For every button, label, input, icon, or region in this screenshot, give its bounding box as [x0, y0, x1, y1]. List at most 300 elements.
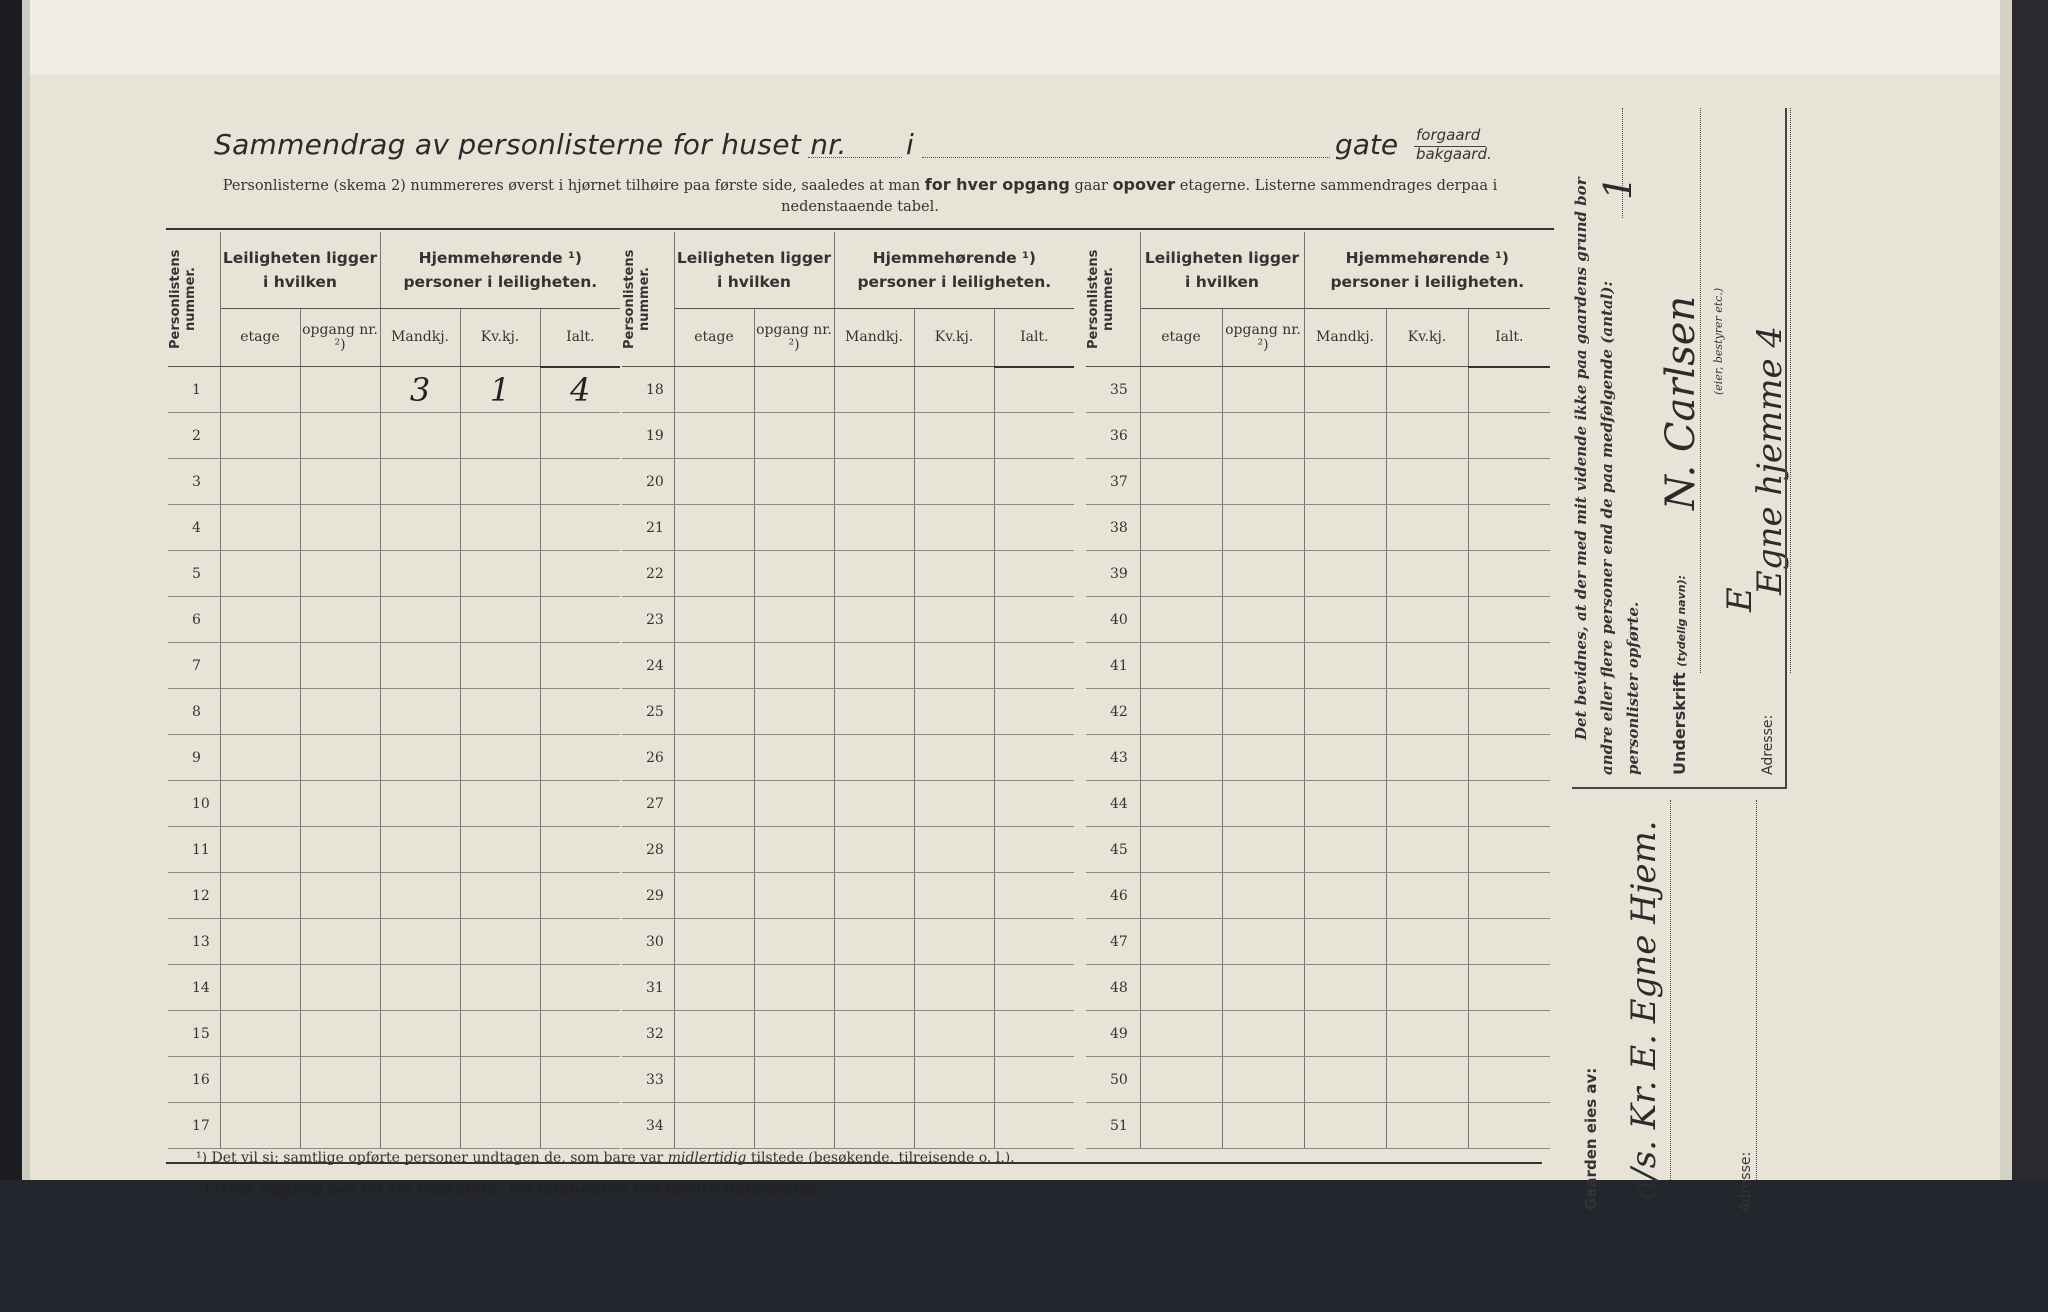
cell-ialt — [1468, 459, 1550, 505]
cell-ialt — [1468, 735, 1550, 781]
cell-ialt — [994, 643, 1074, 689]
table-row — [622, 551, 1074, 597]
row-number: 34 — [622, 1103, 674, 1149]
cell-kvkj — [1386, 505, 1468, 551]
row-number: 38 — [1086, 505, 1140, 551]
house-number-field — [808, 157, 902, 158]
cell-opgang — [1222, 735, 1304, 781]
row-number: 24 — [622, 643, 674, 689]
cell-ialt — [540, 689, 620, 735]
paper-top-band — [22, 0, 2012, 75]
cell-opgang — [300, 597, 380, 643]
cell-mandkj — [1304, 919, 1386, 965]
handwritten-mandkj: 3 — [380, 367, 460, 413]
cell-ialt — [994, 827, 1074, 873]
footnote-1-italic: midlertidig — [667, 1150, 747, 1166]
cell-etage — [674, 413, 754, 459]
header-mandkj: Mandkj. — [1304, 309, 1386, 367]
cell-mandkj — [380, 597, 460, 643]
cell-ialt — [994, 873, 1074, 919]
cell-mandkj — [380, 827, 460, 873]
cell-etage — [674, 781, 754, 827]
cell-kvkj — [914, 413, 994, 459]
cell-mandkj — [834, 597, 914, 643]
cell-etage — [1140, 873, 1222, 919]
table-row — [168, 873, 620, 919]
cell-mandkj — [834, 873, 914, 919]
cell-mandkj — [1304, 735, 1386, 781]
cell-etage — [1140, 413, 1222, 459]
table-row — [168, 597, 620, 643]
row-number: 29 — [622, 873, 674, 919]
cell-kvkj — [914, 505, 994, 551]
cell-etage — [674, 597, 754, 643]
cell-ialt — [994, 597, 1074, 643]
row-number: 48 — [1086, 965, 1140, 1011]
cell-mandkj — [834, 505, 914, 551]
table-row — [622, 1011, 1074, 1057]
cell-ialt — [540, 643, 620, 689]
cell-ialt — [540, 1011, 620, 1057]
cell-mandkj — [834, 1057, 914, 1103]
signature-handwritten: N. Carlsen — [1658, 295, 1704, 510]
cell-etage — [674, 965, 754, 1011]
cell-mandkj — [1304, 367, 1386, 413]
cell-etage — [674, 551, 754, 597]
bakgaard-label: bakgaard. — [1416, 145, 1492, 163]
row-number: 32 — [622, 1011, 674, 1057]
cell-ialt — [1468, 1011, 1550, 1057]
cell-ialt — [1468, 551, 1550, 597]
cell-mandkj — [1304, 1011, 1386, 1057]
cell-ialt — [1468, 1057, 1550, 1103]
cell-ialt — [540, 827, 620, 873]
table-row — [168, 643, 620, 689]
row-number: 9 — [168, 735, 220, 781]
cell-opgang — [300, 459, 380, 505]
cell-opgang — [754, 459, 834, 505]
cell-kvkj — [1386, 459, 1468, 505]
cell-mandkj — [1304, 781, 1386, 827]
cell-etage — [220, 643, 300, 689]
table-row — [622, 873, 1074, 919]
cell-ialt — [540, 919, 620, 965]
cell-kvkj — [460, 919, 540, 965]
table-row — [1086, 735, 1550, 781]
cell-mandkj — [834, 781, 914, 827]
header-leiligheten: Leiligheten ligger i hvilken — [220, 232, 380, 309]
adresse2-line — [1756, 800, 1757, 1180]
cell-mandkj — [834, 827, 914, 873]
cell-mandkj — [834, 1103, 914, 1149]
row-number: 14 — [168, 965, 220, 1011]
table-row — [622, 367, 1074, 413]
row-number: 13 — [168, 919, 220, 965]
row-number: 31 — [622, 965, 674, 1011]
header-person-nr — [168, 232, 220, 367]
row-number: 7 — [168, 643, 220, 689]
row-number: 42 — [1086, 689, 1140, 735]
header-person-nr-text: Personlistens nummer. — [622, 249, 652, 349]
cell-mandkj — [1304, 689, 1386, 735]
cell-ialt — [1468, 873, 1550, 919]
table-top-border — [166, 228, 1554, 230]
cell-etage — [1140, 1011, 1222, 1057]
cell-mandkj — [380, 873, 460, 919]
header-ialt: Ialt. — [1468, 309, 1550, 367]
cell-mandkj — [1304, 459, 1386, 505]
cell-ialt — [994, 505, 1074, 551]
cell-mandkj — [834, 413, 914, 459]
cell-kvkj — [1386, 597, 1468, 643]
cell-ialt — [1468, 643, 1550, 689]
cell-mandkj — [1304, 551, 1386, 597]
table-row — [622, 413, 1074, 459]
cell-kvkj — [460, 1103, 540, 1149]
cell-kvkj — [1386, 643, 1468, 689]
cell-kvkj — [460, 689, 540, 735]
header-etage: etage — [1140, 309, 1222, 367]
cell-opgang — [1222, 597, 1304, 643]
row-number: 44 — [1086, 781, 1140, 827]
table-row — [168, 965, 620, 1011]
cell-etage — [1140, 505, 1222, 551]
cell-kvkj — [1386, 965, 1468, 1011]
cell-mandkj — [834, 643, 914, 689]
table-row — [1086, 919, 1550, 965]
cell-mandkj — [380, 643, 460, 689]
cell-opgang — [300, 1103, 380, 1149]
declaration-line-1: Det bevidnes, at der med mit vidende ikke paa gaardens grund bor — [1572, 177, 1590, 740]
table-row — [622, 689, 1074, 735]
header-kvkj: Kv.kj. — [914, 309, 994, 367]
row-number: 1 — [168, 367, 220, 413]
row-number: 3 — [168, 459, 220, 505]
row-number: 16 — [168, 1057, 220, 1103]
row-number: 11 — [168, 827, 220, 873]
row-number: 50 — [1086, 1057, 1140, 1103]
cell-mandkj — [380, 459, 460, 505]
cell-etage — [1140, 919, 1222, 965]
cell-etage — [1140, 965, 1222, 1011]
table-row — [168, 827, 620, 873]
cell-ialt — [994, 1057, 1074, 1103]
table-row — [168, 413, 620, 459]
cell-etage — [674, 1057, 754, 1103]
cell-kvkj — [1386, 551, 1468, 597]
table-row — [1086, 459, 1550, 505]
cell-mandkj — [1304, 505, 1386, 551]
cell-ialt — [994, 367, 1074, 413]
cell-kvkj — [914, 597, 994, 643]
cell-ialt — [994, 735, 1074, 781]
cell-etage — [1140, 459, 1222, 505]
cell-mandkj — [380, 1103, 460, 1149]
cell-opgang — [300, 1011, 380, 1057]
cell-kvkj — [1386, 735, 1468, 781]
cell-kvkj — [914, 827, 994, 873]
row-number: 30 — [622, 919, 674, 965]
footnote-1-suffix: tilstede (besøkende, tilreisende o. l.). — [750, 1150, 1015, 1166]
footnote-2: ²) Hver opgang bør ha sin bestemte, for leieboerne bekjendte betegnelse. — [196, 1180, 824, 1198]
title-gate: gate — [1335, 128, 1399, 161]
cell-etage — [220, 1057, 300, 1103]
row-number: 15 — [168, 1011, 220, 1057]
cell-etage — [220, 1103, 300, 1149]
handwritten-ialt: 4 — [540, 367, 620, 413]
cell-etage — [674, 919, 754, 965]
gaarden-handwritten: a/s. Kr. E. Egne Hjem. — [1624, 820, 1664, 1200]
cell-ialt — [540, 873, 620, 919]
intro-part3: etagerne. Listerne sammendrages derpaa i nedenstaaende tabel. — [781, 178, 1498, 215]
header-person-nr-text: Personlistens nummer. — [1086, 249, 1116, 349]
table-row — [1086, 1103, 1550, 1149]
cell-opgang — [754, 781, 834, 827]
table-row — [1086, 873, 1550, 919]
cell-opgang — [1222, 1057, 1304, 1103]
cell-kvkj — [1386, 413, 1468, 459]
cell-ialt — [540, 735, 620, 781]
cell-kvkj — [460, 551, 540, 597]
cell-opgang — [300, 505, 380, 551]
table-row — [622, 827, 1074, 873]
cell-mandkj — [380, 1011, 460, 1057]
cell-etage — [674, 827, 754, 873]
row-number: 19 — [622, 413, 674, 459]
cell-opgang — [300, 689, 380, 735]
cell-kvkj — [1386, 1103, 1468, 1149]
row-number: 40 — [1086, 597, 1140, 643]
row-number: 23 — [622, 597, 674, 643]
header-etage: etage — [220, 309, 300, 367]
cell-opgang — [300, 827, 380, 873]
table-row — [622, 459, 1074, 505]
cell-ialt — [540, 1057, 620, 1103]
form-title: Sammendrag av personlisterne for huset nr. — [214, 128, 847, 161]
cell-etage — [220, 551, 300, 597]
cell-mandkj — [1304, 1103, 1386, 1149]
cell-mandkj — [380, 689, 460, 735]
adresse-line — [1790, 108, 1791, 673]
table-row — [1086, 413, 1550, 459]
cell-etage — [220, 1011, 300, 1057]
intro-text — [200, 174, 1520, 218]
count-handwritten: 1 — [1596, 175, 1640, 200]
cell-kvkj — [914, 873, 994, 919]
row-number: 20 — [622, 459, 674, 505]
table-row — [168, 551, 620, 597]
header-person-nr-text: Personlistens nummer. — [168, 249, 198, 349]
title-i: i — [906, 128, 914, 161]
header-opgang: opgang nr. ²) — [1222, 309, 1304, 367]
declaration-line-3: personlister opførte. — [1624, 601, 1642, 775]
cell-kvkj — [460, 597, 540, 643]
cell-ialt — [994, 919, 1074, 965]
cell-mandkj — [834, 459, 914, 505]
table-row — [1086, 367, 1550, 413]
cell-kvkj — [914, 781, 994, 827]
table-row — [622, 1057, 1074, 1103]
cell-mandkj — [834, 367, 914, 413]
count-line — [1622, 108, 1623, 218]
cell-etage — [674, 689, 754, 735]
row-number: 18 — [622, 367, 674, 413]
cell-kvkj — [914, 643, 994, 689]
underskrift-label — [1670, 575, 1689, 775]
right-panel-divider — [1785, 108, 1787, 788]
cell-etage — [1140, 1057, 1222, 1103]
cell-opgang — [1222, 413, 1304, 459]
row-number: 33 — [622, 1057, 674, 1103]
cell-etage — [1140, 781, 1222, 827]
handwritten-kvkj: 1 — [460, 367, 540, 413]
table-row — [1086, 781, 1550, 827]
cell-kvkj — [914, 1011, 994, 1057]
cell-opgang — [300, 413, 380, 459]
table-row — [168, 1103, 620, 1149]
table-row — [622, 505, 1074, 551]
row-number: 47 — [1086, 919, 1140, 965]
header-kvkj: Kv.kj. — [460, 309, 540, 367]
cell-ialt — [1468, 965, 1550, 1011]
cell-etage — [1140, 689, 1222, 735]
row-number: 51 — [1086, 1103, 1140, 1149]
cell-mandkj — [834, 965, 914, 1011]
table-row — [168, 1011, 620, 1057]
intro-bold1: for hver opgang — [924, 175, 1070, 194]
cell-kvkj — [1386, 873, 1468, 919]
cell-etage — [220, 781, 300, 827]
row-number: 41 — [1086, 643, 1140, 689]
cell-mandkj — [1304, 643, 1386, 689]
cell-opgang — [754, 643, 834, 689]
cell-opgang — [754, 919, 834, 965]
row-number: 49 — [1086, 1011, 1140, 1057]
row-number: 43 — [1086, 735, 1140, 781]
row-number: 45 — [1086, 827, 1140, 873]
cell-etage — [1140, 1103, 1222, 1149]
intro-bold2: opover — [1112, 175, 1176, 194]
underskrift-hint: (tydelig navn): — [1675, 574, 1688, 667]
cell-kvkj — [1386, 689, 1468, 735]
table-row — [622, 965, 1074, 1011]
cell-etage — [220, 827, 300, 873]
table-row — [168, 459, 620, 505]
cell-opgang — [300, 643, 380, 689]
cell-opgang — [1222, 643, 1304, 689]
cell-mandkj — [380, 781, 460, 827]
table-row — [168, 919, 620, 965]
cell-mandkj — [1304, 1057, 1386, 1103]
row-number: 25 — [622, 689, 674, 735]
cell-etage — [220, 597, 300, 643]
cell-kvkj — [914, 735, 994, 781]
cell-ialt — [994, 413, 1074, 459]
table-row — [622, 735, 1074, 781]
header-opgang: opgang nr. ²) — [300, 309, 380, 367]
cell-opgang — [1222, 689, 1304, 735]
row-number: 28 — [622, 827, 674, 873]
cell-opgang — [754, 735, 834, 781]
table-row — [1086, 1011, 1550, 1057]
street-name-field — [922, 157, 1330, 158]
row-number: 22 — [622, 551, 674, 597]
row-number: 39 — [1086, 551, 1140, 597]
adresse2-label: Adresse: — [1738, 1151, 1754, 1212]
cell-kvkj — [460, 827, 540, 873]
declaration-line-2: andre eller flere personer end de paa medfølgende (antal): — [1598, 281, 1616, 775]
table-row — [622, 781, 1074, 827]
cell-kvkj — [914, 367, 994, 413]
cell-ialt — [1468, 827, 1550, 873]
binding-edge — [2012, 0, 2048, 1312]
cell-etage — [1140, 643, 1222, 689]
row-number: 35 — [1086, 367, 1140, 413]
cell-mandkj — [380, 1057, 460, 1103]
cell-ialt — [994, 965, 1074, 1011]
cell-ialt — [540, 459, 620, 505]
table-row — [1086, 965, 1550, 1011]
cell-opgang — [1222, 551, 1304, 597]
footnote-1-prefix: ¹) Det vil si: samtlige opførte personer undtagen de, som bare var — [196, 1150, 664, 1166]
cell-opgang — [754, 1011, 834, 1057]
cell-ialt — [540, 413, 620, 459]
cell-opgang — [754, 367, 834, 413]
cell-ialt — [1468, 505, 1550, 551]
cell-kvkj — [1386, 781, 1468, 827]
cell-kvkj — [914, 459, 994, 505]
cell-kvkj — [914, 919, 994, 965]
cell-kvkj — [460, 735, 540, 781]
header-person-nr — [1086, 232, 1140, 367]
row-number: 37 — [1086, 459, 1140, 505]
cell-mandkj — [1304, 873, 1386, 919]
cell-etage — [1140, 827, 1222, 873]
cell-etage — [674, 643, 754, 689]
adresse-handwritten: Egne hjemme 4 — [1750, 325, 1790, 595]
cell-opgang — [300, 873, 380, 919]
cell-etage — [220, 459, 300, 505]
cell-opgang — [1222, 919, 1304, 965]
cell-ialt — [994, 689, 1074, 735]
cell-mandkj — [834, 735, 914, 781]
cell-opgang — [1222, 459, 1304, 505]
cell-etage — [674, 459, 754, 505]
table-row — [168, 689, 620, 735]
table-row — [1086, 827, 1550, 873]
cell-etage — [220, 919, 300, 965]
cell-kvkj — [914, 1057, 994, 1103]
header-leiligheten: Leiligheten ligger i hvilken — [1140, 232, 1304, 309]
table-row — [622, 1103, 1074, 1149]
header-leiligheten: Leiligheten ligger i hvilken — [674, 232, 834, 309]
summary-table-block-2 — [622, 232, 1074, 1149]
cell-mandkj — [380, 413, 460, 459]
header-opgang: opgang nr. ²) — [754, 309, 834, 367]
cell-etage — [674, 873, 754, 919]
header-hjemmehorende: Hjemmehørende ¹) personer i leiligheten. — [1304, 232, 1550, 309]
cell-etage — [674, 367, 754, 413]
row-number: 4 — [168, 505, 220, 551]
row-number: 8 — [168, 689, 220, 735]
cell-opgang — [754, 597, 834, 643]
cell-opgang — [754, 873, 834, 919]
cell-ialt — [994, 1103, 1074, 1149]
cell-kvkj — [914, 551, 994, 597]
row-number: 10 — [168, 781, 220, 827]
cell-ialt — [1468, 367, 1550, 413]
cell-ialt — [540, 965, 620, 1011]
